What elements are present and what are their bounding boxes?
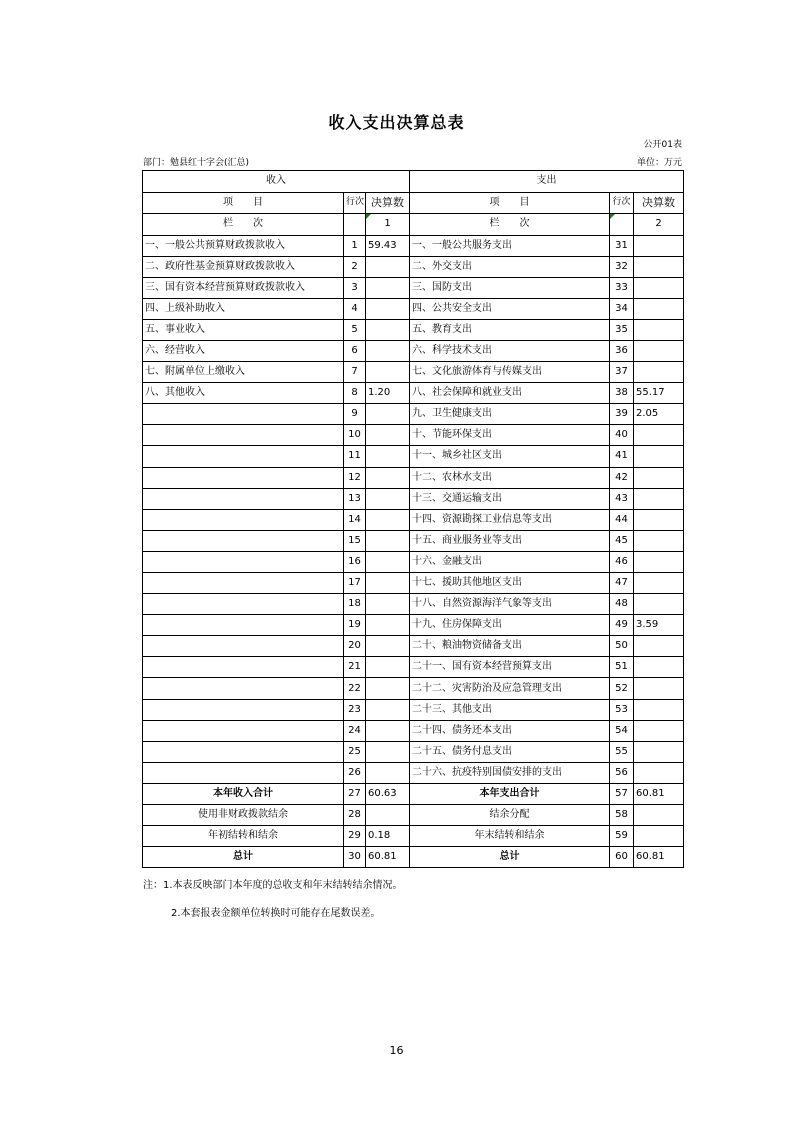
table-row <box>143 446 684 467</box>
table-row <box>143 509 684 530</box>
income-line-no-cell: 11 <box>344 446 366 467</box>
expense-line-no-header: 行次 <box>610 192 634 214</box>
income-item-cell <box>143 741 344 762</box>
income-amount-cell <box>366 699 410 720</box>
table-row <box>143 277 684 298</box>
income-item-cell <box>143 573 344 594</box>
table-row <box>143 362 684 383</box>
expense-item-cell: 十九、住房保障支出 <box>410 615 610 636</box>
expense-item-cell: 二十一、国有资本经营预算支出 <box>410 657 610 678</box>
income-line-no-cell: 2 <box>344 256 366 277</box>
table-row <box>143 615 684 636</box>
income-line-no-cell: 5 <box>344 319 366 340</box>
income-total-line-no: 27 <box>344 783 366 804</box>
expense-total-line-no: 60 <box>610 847 634 868</box>
income-line-no-cell: 13 <box>344 488 366 509</box>
expense-line-no-cell: 55 <box>610 741 634 762</box>
income-item-cell <box>143 594 344 615</box>
expense-column-index: 2 <box>634 214 684 236</box>
table-row <box>143 340 684 361</box>
income-column-label: 栏 次 <box>143 214 344 236</box>
expense-amount-cell <box>634 699 684 720</box>
income-amount-cell: 59.43 <box>366 235 410 256</box>
income-item-cell <box>143 467 344 488</box>
income-item-cell <box>143 762 344 783</box>
table-row <box>143 467 684 488</box>
expense-amount-cell <box>634 277 684 298</box>
income-item-cell: 六、经营收入 <box>143 340 344 361</box>
income-amount-cell <box>366 530 410 551</box>
table-row <box>143 404 684 425</box>
income-amount-cell <box>366 256 410 277</box>
table-row <box>143 573 684 594</box>
income-item-cell: 三、国有资本经营预算财政拨款收入 <box>143 277 344 298</box>
expense-amount-cell <box>634 319 684 340</box>
expense-amount-cell <box>634 340 684 361</box>
income-amount-cell <box>366 762 410 783</box>
income-item-cell: 二、政府性基金预算财政拨款收入 <box>143 256 344 277</box>
expense-line-no-cell: 42 <box>610 467 634 488</box>
expense-amount-header: 决算数 <box>634 192 684 214</box>
table-row <box>143 657 684 678</box>
income-column-index: 1 <box>366 214 410 236</box>
table-row <box>143 699 684 720</box>
expense-line-no-cell: 51 <box>610 657 634 678</box>
income-line-no-cell: 9 <box>344 404 366 425</box>
note-2: 2.本套报表金额单位转换时可能存在尾数误差。 <box>171 908 381 919</box>
expense-item-cell: 一、一般公共服务支出 <box>410 235 610 256</box>
income-amount-cell <box>366 404 410 425</box>
expense-amount-cell <box>634 467 684 488</box>
expense-item-cell: 九、卫生健康支出 <box>410 404 610 425</box>
column-index-row <box>143 214 684 236</box>
expense-amount-cell <box>634 657 684 678</box>
table-title: 收入支出决算总表 <box>328 113 465 132</box>
expense-amount-cell <box>634 425 684 446</box>
income-amount-cell <box>366 277 410 298</box>
income-line-no-cell: 17 <box>344 573 366 594</box>
income-amount-cell <box>366 551 410 572</box>
expense-total-label: 总计 <box>410 847 610 868</box>
note-1: 注：1.本表反映部门本年度的总收支和年末结转结余情况。 <box>143 880 403 891</box>
expense-item-cell: 十三、交通运输支出 <box>410 488 610 509</box>
expense-section-header: 支出 <box>410 171 684 193</box>
total-row <box>143 847 684 868</box>
income-line-no-header: 行次 <box>344 192 366 214</box>
income-amount-cell <box>366 636 410 657</box>
expense-total-amount: 60.81 <box>634 783 684 804</box>
expense-line-no-cell: 33 <box>610 277 634 298</box>
expense-total-line-no: 57 <box>610 783 634 804</box>
expense-total-amount <box>634 805 684 826</box>
expense-item-cell: 四、公共安全支出 <box>410 298 610 319</box>
income-item-cell <box>143 657 344 678</box>
income-line-no-cell: 10 <box>344 425 366 446</box>
expense-line-no-cell: 56 <box>610 762 634 783</box>
form-code: 公开01表 <box>643 140 682 150</box>
expense-item-cell: 五、教育支出 <box>410 319 610 340</box>
income-total-amount: 60.81 <box>366 847 410 868</box>
table-row <box>143 530 684 551</box>
table-row <box>143 720 684 741</box>
expense-item-cell: 十六、金融支出 <box>410 551 610 572</box>
total-row <box>143 783 684 804</box>
income-item-cell: 七、附属单位上缴收入 <box>143 362 344 383</box>
expense-total-label: 本年支出合计 <box>410 783 610 804</box>
income-line-no-cell: 18 <box>344 594 366 615</box>
expense-line-no-cell: 44 <box>610 509 634 530</box>
income-total-label: 总计 <box>143 847 344 868</box>
income-line-no-cell: 21 <box>344 657 366 678</box>
income-item-cell <box>143 720 344 741</box>
department-label: 部门：勉县红十字会(汇总) <box>143 158 250 168</box>
expense-amount-cell <box>634 678 684 699</box>
table-row <box>143 235 684 256</box>
total-row <box>143 805 684 826</box>
expense-line-no-cell: 41 <box>610 446 634 467</box>
expense-amount-cell <box>634 720 684 741</box>
expense-line-no-cell: 53 <box>610 699 634 720</box>
income-total-label: 使用非财政拨款结余 <box>143 805 344 826</box>
expense-item-cell: 八、社会保障和就业支出 <box>410 383 610 404</box>
expense-item-cell: 三、国防支出 <box>410 277 610 298</box>
income-total-line-no: 30 <box>344 847 366 868</box>
income-line-no-cell: 12 <box>344 467 366 488</box>
income-line-no-cell: 7 <box>344 362 366 383</box>
expense-amount-cell <box>634 762 684 783</box>
expense-amount-cell: 3.59 <box>634 615 684 636</box>
expense-column-label: 栏 次 <box>410 214 610 236</box>
expense-line-no-cell: 50 <box>610 636 634 657</box>
table-row <box>143 256 684 277</box>
income-line-no-cell: 26 <box>344 762 366 783</box>
income-item-cell <box>143 551 344 572</box>
income-line-no-cell: 16 <box>344 551 366 572</box>
income-item-cell <box>143 446 344 467</box>
income-item-cell <box>143 530 344 551</box>
expense-item-cell: 十、节能环保支出 <box>410 425 610 446</box>
income-item-cell <box>143 678 344 699</box>
expense-amount-cell <box>634 573 684 594</box>
income-amount-header: 决算数 <box>366 192 410 214</box>
page-number: 16 <box>389 1044 404 1057</box>
expense-item-cell: 十七、援助其他地区支出 <box>410 573 610 594</box>
expense-amount-cell <box>634 509 684 530</box>
expense-line-no-cell: 36 <box>610 340 634 361</box>
expense-item-cell: 十二、农林水支出 <box>410 467 610 488</box>
expense-item-cell: 二十、粮油物资储备支出 <box>410 636 610 657</box>
income-item-header: 项 目 <box>143 192 344 214</box>
table-row <box>143 762 684 783</box>
income-line-no-cell: 15 <box>344 530 366 551</box>
expense-total-line-no: 58 <box>610 805 634 826</box>
income-amount-cell <box>366 488 410 509</box>
expense-line-no-cell: 54 <box>610 720 634 741</box>
table-row <box>143 488 684 509</box>
income-item-cell: 八、其他收入 <box>143 383 344 404</box>
income-item-cell: 四、上级补助收入 <box>143 298 344 319</box>
expense-amount-cell: 2.05 <box>634 404 684 425</box>
income-item-cell: 五、事业收入 <box>143 319 344 340</box>
expense-item-cell: 二十四、债务还本支出 <box>410 720 610 741</box>
income-amount-cell <box>366 678 410 699</box>
expense-item-cell: 二十二、灾害防治及应急管理支出 <box>410 678 610 699</box>
income-amount-cell <box>366 573 410 594</box>
expense-amount-cell: 55.17 <box>634 383 684 404</box>
income-total-line-no: 29 <box>344 826 366 847</box>
expense-item-cell: 六、科学技术支出 <box>410 340 610 361</box>
income-line-no-cell: 19 <box>344 615 366 636</box>
income-amount-cell <box>366 425 410 446</box>
expense-item-cell: 二十五、债务付息支出 <box>410 741 610 762</box>
expense-amount-cell <box>634 488 684 509</box>
income-total-amount: 60.63 <box>366 783 410 804</box>
expense-item-header: 项 目 <box>410 192 610 214</box>
table-row <box>143 319 684 340</box>
expense-total-amount <box>634 826 684 847</box>
expense-line-no-cell: 40 <box>610 425 634 446</box>
expense-item-cell: 十八、自然资源海洋气象等支出 <box>410 594 610 615</box>
income-line-no-cell: 22 <box>344 678 366 699</box>
expense-line-no-cell: 47 <box>610 573 634 594</box>
income-amount-cell <box>366 319 410 340</box>
income-item-cell <box>143 488 344 509</box>
expense-amount-cell <box>634 594 684 615</box>
expense-line-no-cell: 39 <box>610 404 634 425</box>
expense-amount-cell <box>634 362 684 383</box>
income-line-no-cell: 25 <box>344 741 366 762</box>
expense-line-no-cell: 43 <box>610 488 634 509</box>
income-amount-cell <box>366 720 410 741</box>
expense-total-amount: 60.81 <box>634 847 684 868</box>
section-header-row <box>143 171 684 193</box>
income-amount-cell <box>366 741 410 762</box>
expense-total-line-no: 59 <box>610 826 634 847</box>
income-total-label: 年初结转和结余 <box>143 826 344 847</box>
income-amount-cell <box>366 340 410 361</box>
expense-line-no-cell: 48 <box>610 594 634 615</box>
expense-line-no-cell: 52 <box>610 678 634 699</box>
expense-total-label: 结余分配 <box>410 805 610 826</box>
expense-amount-cell <box>634 235 684 256</box>
expense-total-label: 年末结转和结余 <box>410 826 610 847</box>
income-item-cell <box>143 615 344 636</box>
income-line-no-cell: 3 <box>344 277 366 298</box>
expense-amount-cell <box>634 446 684 467</box>
expense-line-no-cell: 32 <box>610 256 634 277</box>
income-amount-cell <box>366 298 410 319</box>
expense-line-no-cell: 46 <box>610 551 634 572</box>
expense-item-cell: 七、文化旅游体育与传媒支出 <box>410 362 610 383</box>
column-header-row <box>143 192 684 214</box>
income-amount-cell <box>366 362 410 383</box>
expense-item-cell: 二十三、其他支出 <box>410 699 610 720</box>
expense-line-no-blank <box>610 214 634 236</box>
table-row <box>143 383 684 404</box>
income-line-no-cell: 6 <box>344 340 366 361</box>
expense-amount-cell <box>634 530 684 551</box>
income-total-line-no: 28 <box>344 805 366 826</box>
expense-item-cell: 二、外交支出 <box>410 256 610 277</box>
expense-line-no-cell: 38 <box>610 383 634 404</box>
expense-line-no-cell: 37 <box>610 362 634 383</box>
income-line-no-cell: 14 <box>344 509 366 530</box>
income-line-no-blank <box>344 214 366 236</box>
income-section-header: 收入 <box>143 171 410 193</box>
table-row <box>143 678 684 699</box>
income-amount-cell <box>366 467 410 488</box>
table-row <box>143 636 684 657</box>
expense-item-cell: 十四、资源勘探工业信息等支出 <box>410 509 610 530</box>
income-item-cell <box>143 509 344 530</box>
income-item-cell: 一、一般公共预算财政拨款收入 <box>143 235 344 256</box>
table-row <box>143 741 684 762</box>
income-amount-cell <box>366 594 410 615</box>
income-amount-cell <box>366 509 410 530</box>
income-item-cell <box>143 636 344 657</box>
income-amount-cell <box>366 446 410 467</box>
expense-line-no-cell: 35 <box>610 319 634 340</box>
table-row <box>143 594 684 615</box>
income-total-label: 本年收入合计 <box>143 783 344 804</box>
expense-line-no-cell: 45 <box>610 530 634 551</box>
table-row <box>143 551 684 572</box>
income-item-cell <box>143 404 344 425</box>
expense-item-cell: 十五、商业服务业等支出 <box>410 530 610 551</box>
table-row <box>143 425 684 446</box>
expense-amount-cell <box>634 636 684 657</box>
expense-item-cell: 十一、城乡社区支出 <box>410 446 610 467</box>
income-amount-cell <box>366 657 410 678</box>
income-line-no-cell: 20 <box>344 636 366 657</box>
expense-amount-cell <box>634 741 684 762</box>
table-row <box>143 298 684 319</box>
unit-label: 单位：万元 <box>636 158 682 168</box>
income-line-no-cell: 4 <box>344 298 366 319</box>
income-total-amount: 0.18 <box>366 826 410 847</box>
income-line-no-cell: 23 <box>344 699 366 720</box>
expense-line-no-cell: 49 <box>610 615 634 636</box>
income-line-no-cell: 1 <box>344 235 366 256</box>
income-item-cell <box>143 425 344 446</box>
total-row <box>143 826 684 847</box>
income-line-no-cell: 24 <box>344 720 366 741</box>
expense-amount-cell <box>634 298 684 319</box>
income-item-cell <box>143 699 344 720</box>
budget-summary-table <box>142 170 684 868</box>
income-line-no-cell: 8 <box>344 383 366 404</box>
expense-amount-cell <box>634 256 684 277</box>
expense-line-no-cell: 34 <box>610 298 634 319</box>
income-amount-cell: 1.20 <box>366 383 410 404</box>
expense-line-no-cell: 31 <box>610 235 634 256</box>
income-total-amount <box>366 805 410 826</box>
expense-item-cell: 二十六、抗疫特别国债安排的支出 <box>410 762 610 783</box>
expense-amount-cell <box>634 551 684 572</box>
income-amount-cell <box>366 615 410 636</box>
